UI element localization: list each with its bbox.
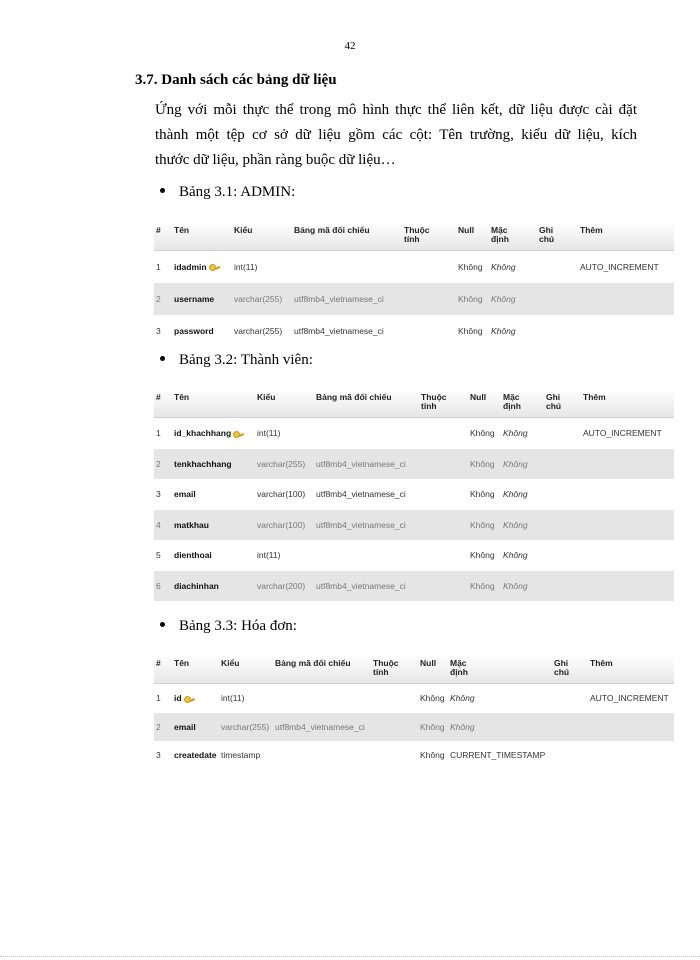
caption-text: Bảng 3.3: Hóa đơn: <box>179 618 297 634</box>
cell-default <box>503 581 528 591</box>
cell-num <box>156 693 161 703</box>
section-title: 3.7. Danh sách các bảng dữ liệu <box>135 72 337 88</box>
cell-null-text: Không <box>470 428 495 439</box>
header-extra: Thêm <box>580 225 603 235</box>
table-header-row <box>154 222 674 251</box>
cell-collation-text: utf8mb4_vietnamese_ci <box>316 489 406 500</box>
cell-default <box>450 693 475 703</box>
cell-null <box>470 428 495 438</box>
cell-num <box>156 428 161 438</box>
cell-collation <box>316 459 406 469</box>
cell-type <box>257 459 305 469</box>
cell-null <box>420 750 445 760</box>
cell-type <box>221 750 260 760</box>
table-row <box>154 713 674 742</box>
cell-type-text: varchar(100) <box>257 519 306 530</box>
cell-extra-text: AUTO_INCREMENT <box>590 693 669 704</box>
cell-name <box>174 520 209 530</box>
table-thanhvien <box>154 389 674 601</box>
cell-null <box>458 294 483 304</box>
table-row <box>154 283 674 315</box>
header-name: Tên <box>174 658 190 668</box>
cell-type <box>257 520 305 530</box>
intro-line: thước dữ liệu, phần ràng buộc dữ liệu… <box>155 152 396 168</box>
cell-collation <box>316 489 406 499</box>
cell-type-text: int(11) <box>257 550 281 561</box>
cell-num <box>156 326 161 336</box>
table-row <box>154 571 674 602</box>
cell-default <box>491 294 516 304</box>
cell-type <box>234 326 282 336</box>
header-null: Null <box>458 225 475 235</box>
cell-name-text: id <box>174 693 182 704</box>
header-attributes: Thuộc tính <box>373 658 399 677</box>
cell-collation <box>294 294 384 304</box>
cell-default-text: Không <box>491 294 516 304</box>
header-num: # <box>156 658 161 668</box>
header-default: Mặc định <box>491 225 509 244</box>
cell-name-text: password <box>174 326 214 336</box>
cell-null-text: Không <box>458 262 483 272</box>
header-type: Kiểu <box>234 225 253 235</box>
cell-type <box>234 262 257 272</box>
table-row <box>154 251 674 283</box>
cell-null-text: Không <box>420 750 445 761</box>
table-hoadon <box>154 655 674 770</box>
primary-key-icon <box>184 696 195 703</box>
table-row <box>154 315 674 347</box>
header-attributes: Thuộc tính <box>404 225 430 244</box>
cell-null-text: Không <box>458 294 483 304</box>
cell-default <box>450 722 475 732</box>
cell-null <box>470 581 495 591</box>
table-row <box>154 510 674 541</box>
header-null: Null <box>470 392 487 402</box>
cell-name <box>174 581 219 591</box>
cell-num-text: 2 <box>156 458 161 469</box>
cell-collation <box>316 581 406 591</box>
cell-default-text: Không <box>503 519 528 530</box>
caption-text: Bảng 3.2: Thành viên: <box>179 352 313 368</box>
cell-null-text: Không <box>420 693 445 704</box>
cell-type <box>257 489 305 499</box>
cell-type-text: int(11) <box>221 693 245 704</box>
cell-name <box>174 489 196 499</box>
cell-default <box>503 459 528 469</box>
cell-default-text: Không <box>503 489 528 500</box>
cell-default <box>503 550 528 560</box>
cell-type-text: timestamp <box>221 750 261 761</box>
cell-num <box>156 520 161 530</box>
header-comment: Ghi chú <box>546 392 562 411</box>
cell-collation <box>316 520 406 530</box>
cell-default-text: CURRENT_TIMESTAMP <box>450 750 546 761</box>
cell-name <box>174 459 232 469</box>
cell-num-text: 4 <box>156 519 161 530</box>
cell-collation-text: utf8mb4_vietnamese_ci <box>294 294 384 304</box>
table-row <box>154 449 674 480</box>
cell-num <box>156 581 161 591</box>
cell-null <box>470 520 495 530</box>
header-default: Mặc định <box>450 658 468 677</box>
cell-name <box>174 550 212 560</box>
cell-default-text: Không <box>503 580 528 591</box>
header-extra: Thêm <box>590 658 613 668</box>
cell-default-text: Không <box>491 262 516 272</box>
cell-type-text: varchar(255) <box>221 721 270 732</box>
cell-default <box>503 489 528 499</box>
cell-num-text: 5 <box>156 550 161 561</box>
cell-name <box>174 750 217 760</box>
cell-name-text: tenkhachhang <box>174 458 232 469</box>
cell-type <box>257 581 305 591</box>
cell-collation-text: utf8mb4_vietnamese_ci <box>294 326 384 336</box>
cell-num <box>156 262 161 272</box>
cell-default-text: Không <box>491 326 516 336</box>
cell-type-text: int(11) <box>257 428 281 439</box>
cell-collation-text: utf8mb4_vietnamese_ci <box>275 721 365 732</box>
intro-paragraph <box>155 98 637 173</box>
cell-type-text: varchar(100) <box>257 489 306 500</box>
cell-type <box>234 294 282 304</box>
cell-name <box>174 693 195 703</box>
cell-collation-text: utf8mb4_vietnamese_ci <box>316 580 406 591</box>
cell-name <box>174 294 214 304</box>
cell-num-text: 3 <box>156 750 161 761</box>
cell-name <box>174 262 220 272</box>
cell-num <box>156 722 161 732</box>
cell-type <box>257 428 280 438</box>
cell-extra <box>580 262 659 272</box>
header-name: Tên <box>174 392 190 402</box>
cell-extra <box>583 428 662 438</box>
table-row <box>154 684 674 713</box>
cell-null <box>458 326 483 336</box>
cell-default <box>491 326 516 336</box>
cell-type-text: varchar(255) <box>234 326 283 336</box>
cell-type-text: varchar(255) <box>257 458 306 469</box>
cell-name-text: email <box>174 489 196 500</box>
header-num: # <box>156 392 161 402</box>
header-type: Kiểu <box>257 392 276 402</box>
cell-name <box>174 326 214 336</box>
cell-name <box>174 722 196 732</box>
header-type: Kiểu <box>221 658 240 668</box>
cell-name-text: email <box>174 721 196 732</box>
cell-collation <box>294 326 384 336</box>
header-collation: Bảng mã đối chiếu <box>316 392 392 402</box>
cell-num <box>156 550 161 560</box>
header-default: Mặc định <box>503 392 521 411</box>
cell-default-text: Không <box>503 550 528 561</box>
header-name: Tên <box>174 225 190 235</box>
cell-num-text: 2 <box>156 721 161 732</box>
cell-null-text: Không <box>470 458 495 469</box>
primary-key-icon <box>209 264 220 271</box>
table-caption-thanhvien <box>160 352 313 369</box>
table-caption-admin <box>160 184 295 201</box>
header-collation: Bảng mã đối chiếu <box>275 658 351 668</box>
cell-null <box>420 722 445 732</box>
cell-null-text: Không <box>458 326 483 336</box>
table-row <box>154 540 674 571</box>
cell-default <box>503 520 528 530</box>
header-extra: Thêm <box>583 392 606 402</box>
intro-line: Ứng với mỗi thực thể trong mô hình thực thể liên kết, dữ liệu được cài đặt <box>155 102 637 118</box>
cell-name-text: id_khachhang <box>174 428 232 439</box>
table-caption-hoadon <box>160 618 297 635</box>
bullet-icon <box>160 188 165 193</box>
cell-default <box>503 428 528 438</box>
cell-name-text: createdate <box>174 750 217 761</box>
table-row <box>154 418 674 449</box>
page-number: 42 <box>344 40 356 52</box>
cell-name-text: matkhau <box>174 519 209 530</box>
cell-num <box>156 294 161 304</box>
cell-null <box>420 693 445 703</box>
bullet-icon <box>160 622 165 627</box>
cell-name-text: idadmin <box>174 262 207 272</box>
caption-text: Bảng 3.1: ADMIN: <box>179 184 296 200</box>
header-num: # <box>156 225 161 235</box>
header-comment: Ghi chú <box>539 225 555 244</box>
cell-type <box>221 693 244 703</box>
cell-num <box>156 459 161 469</box>
table-header-row <box>154 655 674 684</box>
cell-num-text: 6 <box>156 580 161 591</box>
intro-line: thành một tệp cơ sở dữ liệu gồm các cột: Tên trường, kiểu dữ liệu, kích <box>155 127 637 143</box>
cell-collation <box>275 722 365 732</box>
cell-default <box>491 262 516 272</box>
cell-default-text: Không <box>503 428 528 439</box>
cell-extra <box>590 693 669 703</box>
table-row <box>154 741 674 770</box>
cell-extra-text: AUTO_INCREMENT <box>583 428 662 439</box>
cell-num-text: 1 <box>156 262 161 272</box>
cell-collation-text: utf8mb4_vietnamese_ci <box>316 458 406 469</box>
cell-num-text: 1 <box>156 693 161 704</box>
cell-name <box>174 428 244 438</box>
cell-default-text: Không <box>450 693 475 704</box>
cell-null <box>458 262 483 272</box>
cell-null-text: Không <box>470 489 495 500</box>
cell-name-text: diachinhan <box>174 580 219 591</box>
header-attributes: Thuộc tính <box>421 392 447 411</box>
table-admin <box>154 222 674 347</box>
cell-num-text: 3 <box>156 489 161 500</box>
cell-num-text: 3 <box>156 326 161 336</box>
cell-num <box>156 750 161 760</box>
cell-type-text: varchar(200) <box>257 580 306 591</box>
cell-default-text: Không <box>450 721 475 732</box>
cell-null <box>470 489 495 499</box>
cell-null-text: Không <box>470 580 495 591</box>
cell-null <box>470 550 495 560</box>
cell-default <box>450 750 545 760</box>
bullet-icon <box>160 356 165 361</box>
cell-type <box>221 722 269 732</box>
cell-type-text: varchar(255) <box>234 294 283 304</box>
cell-null <box>470 459 495 469</box>
cell-default-text: Không <box>503 458 528 469</box>
table-header-row <box>154 389 674 418</box>
cell-type-text: int(11) <box>234 262 258 272</box>
cell-name-text: username <box>174 294 215 304</box>
page-border <box>0 956 700 957</box>
cell-type <box>257 550 280 560</box>
cell-num-text: 2 <box>156 294 161 304</box>
header-comment: Ghi chú <box>554 658 570 677</box>
cell-num-text: 1 <box>156 428 161 439</box>
cell-collation-text: utf8mb4_vietnamese_ci <box>316 519 406 530</box>
cell-name-text: dienthoai <box>174 550 212 561</box>
header-null: Null <box>420 658 437 668</box>
cell-num <box>156 489 161 499</box>
table-row <box>154 479 674 510</box>
primary-key-icon <box>233 431 244 438</box>
cell-null-text: Không <box>470 550 495 561</box>
cell-null-text: Không <box>470 519 495 530</box>
cell-null-text: Không <box>420 721 445 732</box>
cell-extra-text: AUTO_INCREMENT <box>580 262 659 272</box>
header-collation: Bảng mã đối chiếu <box>294 225 370 235</box>
